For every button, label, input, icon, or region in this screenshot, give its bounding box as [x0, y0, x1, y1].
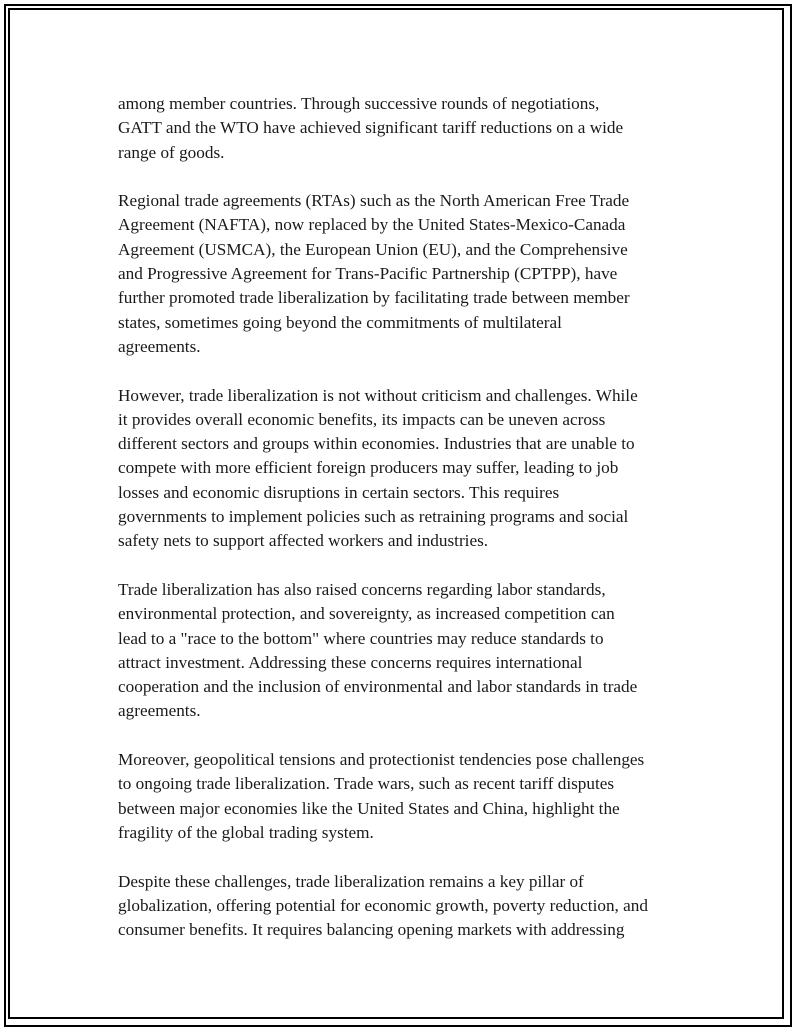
text-line: between major economies like the United States and China, highlight the	[118, 798, 620, 818]
text-line: to ongoing trade liberalization. Trade wars, such as recent tariff disputes	[118, 774, 615, 794]
text-line: safety nets to support affected workers and industries.	[118, 531, 489, 551]
text-line: GATT and the WTO have achieved significant tariff reductions on a wide	[118, 118, 624, 138]
text-line: lead to a "race to the bottom" where countries may reduce standards to	[118, 628, 604, 648]
text-line: agreements.	[118, 701, 201, 721]
text-line: Moreover, geopolitical tensions and protectionist tendencies pose challenges	[118, 750, 645, 770]
paragraph-despite-challenges	[118, 870, 718, 943]
text-line: cooperation and the inclusion of environmental and labor standards in trade	[118, 677, 638, 697]
text-line: different sectors and groups within economies. Industries that are unable to	[118, 434, 635, 454]
text-line: compete with more efficient foreign producers may suffer, leading to job	[118, 458, 619, 478]
text-line: and Progressive Agreement for Trans-Pacific Partnership (CPTPP), have	[118, 264, 618, 284]
text-line: Despite these challenges, trade liberalization remains a key pillar of	[118, 871, 584, 891]
text-line: further promoted trade liberalization by facilitating trade between member	[118, 288, 630, 308]
text-line: However, trade liberalization is not without criticism and challenges. While	[118, 385, 638, 405]
text-line: states, sometimes going beyond the commitments of multilateral	[118, 312, 562, 332]
text-line: Agreement (USMCA), the European Union (EU), and the Comprehensive	[118, 239, 628, 259]
text-line: losses and economic disruptions in certain sectors. This requires	[118, 482, 560, 502]
document-body	[118, 92, 718, 967]
paragraph-regional-trade-agreements	[118, 189, 718, 359]
text-line: Trade liberalization has also raised concerns regarding labor standards,	[118, 579, 606, 599]
text-line: globalization, offering potential for economic growth, poverty reduction, and	[118, 895, 648, 915]
paragraph-criticism-challenges	[118, 384, 718, 554]
text-line: Agreement (NAFTA), now replaced by the United States-Mexico-Canada	[118, 215, 626, 235]
paragraph-labor-environment	[118, 578, 718, 724]
text-line: among member countries. Through successive rounds of negotiations,	[118, 94, 600, 113]
text-line: Regional trade agreements (RTAs) such as the North American Free Trade	[118, 191, 630, 211]
paragraph-gatt-wto	[118, 92, 718, 165]
text-line: it provides overall economic benefits, its impacts can be uneven across	[118, 409, 606, 429]
text-line: agreements.	[118, 336, 201, 356]
text-line: fragility of the global trading system.	[118, 822, 374, 842]
paragraph-geopolitical-tensions	[118, 748, 718, 845]
text-line: range of goods.	[118, 142, 225, 162]
text-line: attract investment. Addressing these concerns requires international	[118, 652, 583, 672]
text-line: environmental protection, and sovereignty, as increased competition can	[118, 604, 615, 624]
text-line: governments to implement policies such as retraining programs and social	[118, 507, 629, 527]
text-line: consumer benefits. It requires balancing opening markets with addressing	[118, 920, 625, 940]
